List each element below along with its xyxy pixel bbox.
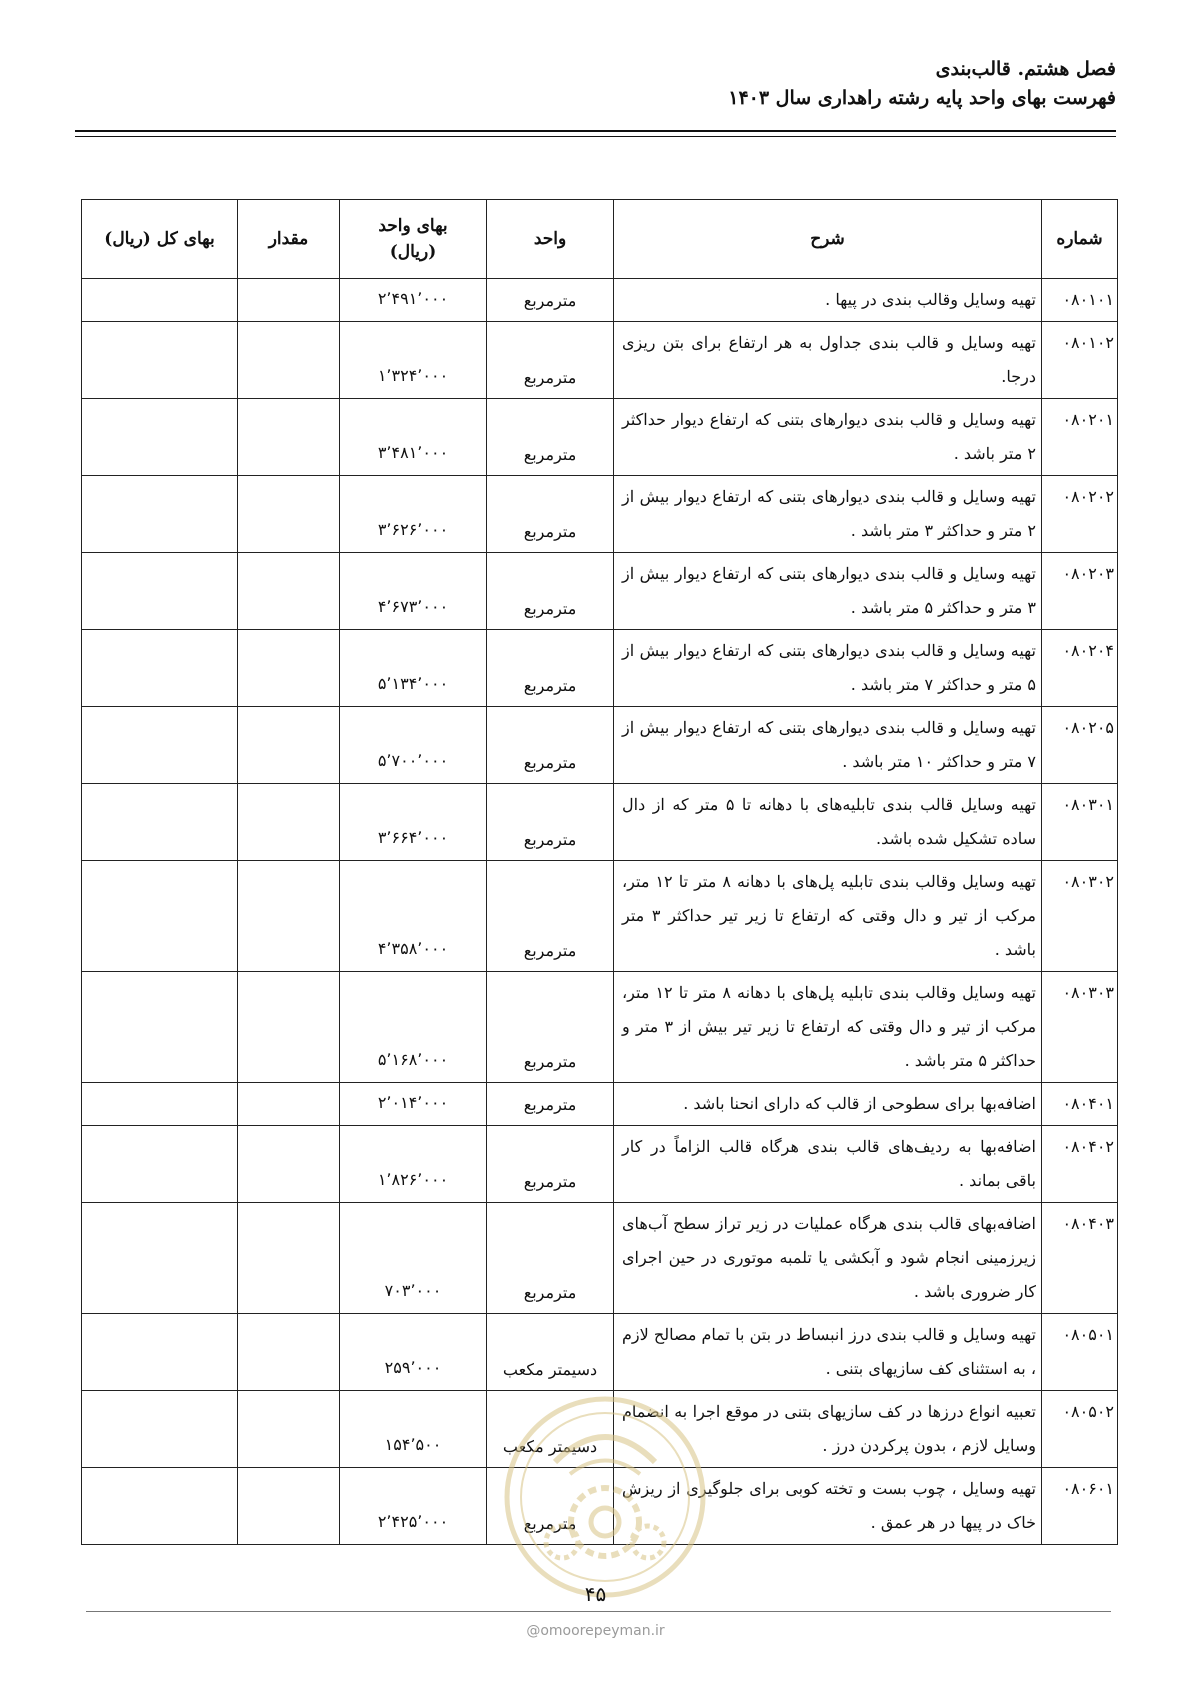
item-unit: مترمربع [487,553,614,630]
item-unit-price: ۲٬۴۹۱٬۰۰۰ [340,279,487,322]
item-description: تهیه وسایل قالب بندی تابلیه‌های با دهانه تا ۵ متر که از دال ساده تشکیل شده باشد. [614,784,1042,861]
item-number: ۰۸۰۲۰۱ [1042,399,1118,476]
item-unit-price: ۱٬۸۲۶٬۰۰۰ [340,1126,487,1203]
item-unit: مترمربع [487,476,614,553]
item-quantity [238,1314,340,1391]
header-rule-thin [75,136,1116,137]
item-quantity [238,322,340,399]
item-description: تهیه وسایل و قالب بندی دیوارهای بتنی که ارتفاع دیوار بیش از ۷ متر و حداکثر ۱۰ متر باشد . [614,707,1042,784]
item-quantity [238,476,340,553]
table-row [82,1314,1118,1391]
unit-price-label: بهای واحد [378,216,448,236]
item-unit-price: ۲٬۰۱۴٬۰۰۰ [340,1083,487,1126]
table-row [82,861,1118,972]
item-quantity [238,784,340,861]
item-description: تهیه وسایل وقالب بندی در پیها . [614,279,1042,322]
item-number: ۰۸۰۲۰۳ [1042,553,1118,630]
item-quantity [238,1203,340,1314]
table-row [82,1126,1118,1203]
item-total-price [82,322,238,399]
item-quantity [238,707,340,784]
item-total-price [82,861,238,972]
page-number: ۴۵ [584,1582,607,1606]
item-unit: مترمربع [487,861,614,972]
item-unit-price: ۳٬۶۶۴٬۰۰۰ [340,784,487,861]
item-total-price [82,476,238,553]
table-row [82,707,1118,784]
item-total-price [82,399,238,476]
item-total-price [82,707,238,784]
item-number: ۰۸۰۲۰۴ [1042,630,1118,707]
item-number: ۰۸۰۳۰۱ [1042,784,1118,861]
item-number: ۰۸۰۲۰۲ [1042,476,1118,553]
website-watermark: @omoorepeyman.ir [526,1623,665,1639]
col-header-unit-price [340,200,487,279]
table-row [82,1083,1118,1126]
item-quantity [238,279,340,322]
item-unit: مترمربع [487,399,614,476]
table-row [82,553,1118,630]
item-description: تهیه وسایل و قالب بندی درز انبساط در بتن با تمام مصالح لازم ، به استثنای کف سازیهای بتنی . [614,1314,1042,1391]
item-total-price [82,1203,238,1314]
item-unit-price: ۵٬۱۳۴٬۰۰۰ [340,630,487,707]
item-number: ۰۸۰۲۰۵ [1042,707,1118,784]
item-unit-price: ۵٬۷۰۰٬۰۰۰ [340,707,487,784]
item-quantity [238,630,340,707]
item-total-price [82,1468,238,1545]
footer-rule [86,1611,1111,1612]
item-unit-price: ۵٬۱۶۸٬۰۰۰ [340,972,487,1083]
table-row [82,476,1118,553]
item-quantity [238,861,340,972]
table-row [82,279,1118,322]
item-description: اضافه‌بهای قالب بندی هرگاه عملیات در زیر تراز سطح آب‌های زیرزمینی انجام شود و آبکشی یا تلمبه موتوری در حین اجرای کار ضروری باشد . [614,1203,1042,1314]
item-unit: مترمربع [487,279,614,322]
item-unit: دسیمتر مکعب [487,1391,614,1468]
header-rule-thick [75,130,1116,132]
item-unit-price: ۳٬۶۲۶٬۰۰۰ [340,476,487,553]
item-quantity [238,972,340,1083]
col-header-description: شرح [614,200,1042,279]
item-unit: دسیمتر مکعب [487,1314,614,1391]
item-description: تهیه وسایل و قالب بندی دیوارهای بتنی که ارتفاع دیوار حداکثر ۲ متر باشد . [614,399,1042,476]
item-total-price [82,630,238,707]
item-unit: مترمربع [487,1083,614,1126]
item-description: تهیه وسایل و قالب بندی دیوارهای بتنی که ارتفاع دیوار بیش از ۵ متر و حداکثر ۷ متر باشد . [614,630,1042,707]
item-description: تعبیه انواع درزها در کف سازیهای بتنی در موقع اجرا به انضمام وسایل لازم ، بدون پرکردن درز . [614,1391,1042,1468]
item-total-price [82,1126,238,1203]
item-description: اضافه‌بها به ردیف‌های قالب بندی هرگاه قالب الزاماً در کار باقی بماند . [614,1126,1042,1203]
item-unit: مترمربع [487,1468,614,1545]
item-number: ۰۸۰۵۰۱ [1042,1314,1118,1391]
item-number: ۰۸۰۶۰۱ [1042,1468,1118,1545]
item-total-price [82,279,238,322]
item-description: تهیه وسایل و قالب بندی دیوارهای بتنی که ارتفاع دیوار بیش از ۲ متر و حداکثر ۳ متر باشد . [614,476,1042,553]
table-row [82,1468,1118,1545]
item-total-price [82,972,238,1083]
page-header [728,56,1116,111]
chapter-title: فصل هشتم. قالب‌بندی [935,58,1116,80]
item-unit: مترمربع [487,1126,614,1203]
item-description: اضافه‌بها برای سطوحی از قالب که دارای انحنا باشد . [614,1083,1042,1126]
item-quantity [238,1126,340,1203]
item-quantity [238,399,340,476]
item-number: ۰۸۰۳۰۳ [1042,972,1118,1083]
table-row [82,322,1118,399]
item-unit-price: ۴٬۶۷۳٬۰۰۰ [340,553,487,630]
item-unit: مترمربع [487,630,614,707]
item-description: تهیه وسایل ، چوب بست و تخته کوبی برای جلوگیری از ریزش خاک در پیها در هر عمق . [614,1468,1042,1545]
item-quantity [238,1083,340,1126]
item-number: ۰۸۰۵۰۲ [1042,1391,1118,1468]
item-quantity [238,553,340,630]
item-description: تهیه وسایل وقالب بندی تابلیه پل‌های با دهانه ۸ متر تا ۱۲ متر، مرکب از تیر و دال وقتی که ارتفاع تا زیر تیر حداکثر ۳ متر باشد . [614,861,1042,972]
table-row [82,399,1118,476]
item-quantity [238,1391,340,1468]
item-quantity [238,1468,340,1545]
item-unit: مترمربع [487,707,614,784]
item-unit-price: ۳٬۴۸۱٬۰۰۰ [340,399,487,476]
unit-price-currency: (ریال) [389,242,437,262]
item-number: ۰۸۰۱۰۱ [1042,279,1118,322]
table-row [82,1203,1118,1314]
item-number: ۰۸۰۴۰۳ [1042,1203,1118,1314]
table-row [82,784,1118,861]
item-number: ۰۸۰۴۰۱ [1042,1083,1118,1126]
table-row [82,972,1118,1083]
price-list-table [81,199,1118,1545]
col-header-number: شماره [1042,200,1118,279]
item-total-price [82,1314,238,1391]
document-title: فهرست بهای واحد پایه رشته راهداری سال ۱۴۰۳ [728,87,1116,109]
col-header-quantity: مقدار [238,200,340,279]
col-header-total-price: بهای کل (ریال) [82,200,238,279]
item-description: تهیه وسایل و قالب بندی جداول به هر ارتفاع برای بتن ریزی درجا. [614,322,1042,399]
item-total-price [82,553,238,630]
item-total-price [82,1083,238,1126]
item-unit-price: ۲٬۴۲۵٬۰۰۰ [340,1468,487,1545]
item-unit-price: ۷۰۳٬۰۰۰ [340,1203,487,1314]
col-header-unit: واحد [487,200,614,279]
item-description: تهیه وسایل و قالب بندی دیوارهای بتنی که ارتفاع دیوار بیش از ۳ متر و حداکثر ۵ متر باشد . [614,553,1042,630]
item-description: تهیه وسایل وقالب بندی تابلیه پل‌های با دهانه ۸ متر تا ۱۲ متر، مرکب از تیر و دال وقتی که ارتفاع تا زیر تیر بیش از ۳ متر و حداکثر ۵ متر باشد . [614,972,1042,1083]
item-unit: مترمربع [487,972,614,1083]
item-number: ۰۸۰۱۰۲ [1042,322,1118,399]
item-unit-price: ۲۵۹٬۰۰۰ [340,1314,487,1391]
item-unit-price: ۱٬۳۲۴٬۰۰۰ [340,322,487,399]
item-unit-price: ۱۵۴٬۵۰۰ [340,1391,487,1468]
item-total-price [82,784,238,861]
table-row [82,630,1118,707]
item-total-price [82,1391,238,1468]
item-unit: مترمربع [487,784,614,861]
item-unit-price: ۴٬۳۵۸٬۰۰۰ [340,861,487,972]
item-number: ۰۸۰۳۰۲ [1042,861,1118,972]
item-unit: مترمربع [487,322,614,399]
item-number: ۰۸۰۴۰۲ [1042,1126,1118,1203]
table-row [82,1391,1118,1468]
item-unit: مترمربع [487,1203,614,1314]
table-header-row [82,200,1118,279]
